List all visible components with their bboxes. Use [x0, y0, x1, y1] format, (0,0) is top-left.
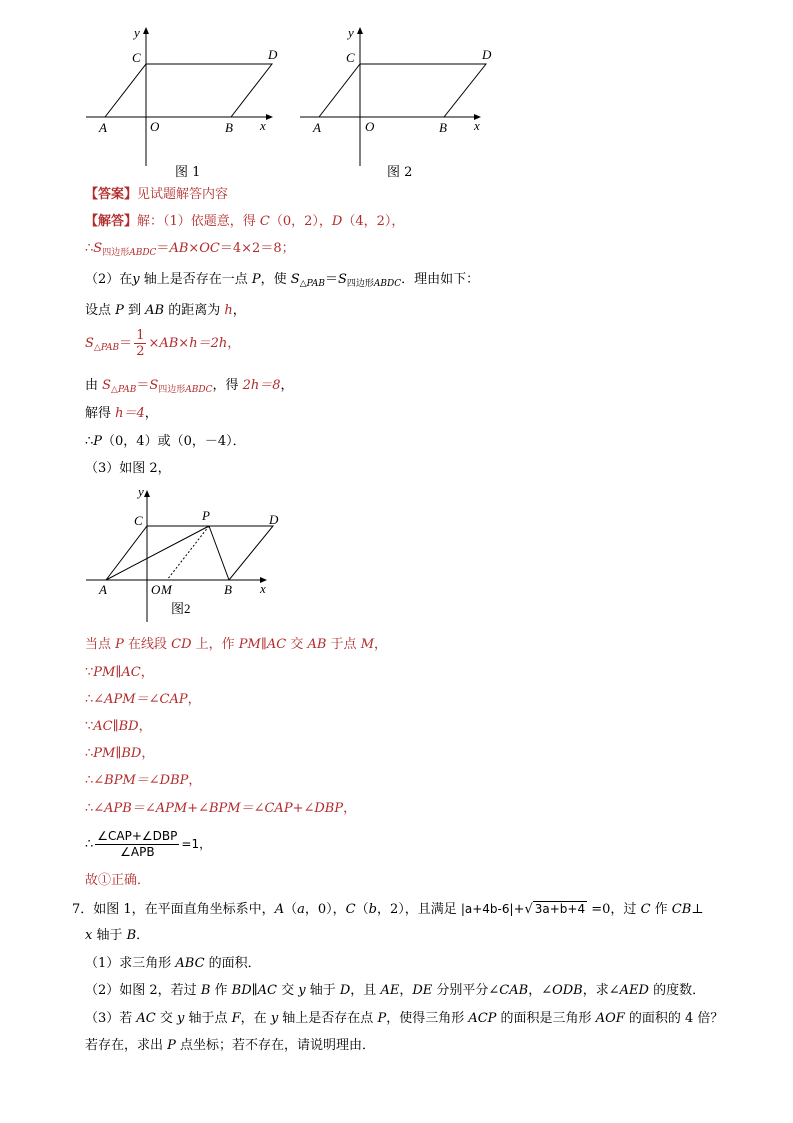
solution-line-8 [85, 433, 246, 451]
text: P [115, 303, 124, 318]
text: （3）若 [85, 1011, 137, 1026]
fig1-label-A: A [99, 120, 107, 135]
text: AB [145, 303, 165, 318]
text: 7．如图 1，在平面直角坐标系中， [72, 902, 275, 917]
text: ＝ [156, 241, 170, 256]
text: ×AB×h＝2h [148, 336, 228, 351]
text: x [85, 928, 93, 943]
text: ⊥ [691, 902, 704, 917]
fig3-label-D: D [269, 512, 279, 527]
solution-line-7 [85, 405, 158, 423]
problem7-line-1 [72, 900, 704, 919]
fig3-label-B: B [224, 582, 232, 597]
text: S [102, 378, 112, 393]
text: S [93, 241, 103, 256]
text: （ [355, 902, 369, 917]
text: ∠APB [120, 845, 155, 859]
fig3-caption: 图2 [171, 601, 191, 616]
fig2-label-y: y [348, 25, 354, 40]
fig3-label-A: A [99, 582, 107, 597]
text: 轴上是否存在点 [278, 1011, 378, 1026]
text: 的距离为 [164, 303, 225, 318]
text: 的面积是三角形 [496, 1011, 596, 1026]
text: |a+4b-6| [460, 902, 514, 916]
text: P [377, 1011, 387, 1026]
figure-2 [294, 22, 494, 172]
figure-1-diagram [80, 22, 280, 172]
text: ． [136, 928, 150, 943]
text: PAB [117, 385, 137, 395]
text: S [337, 272, 347, 287]
text: ∴ [85, 692, 94, 707]
fig1-label-y: y [134, 25, 140, 40]
text: C [345, 902, 356, 917]
text: C [640, 902, 651, 917]
text: AB×OC [169, 241, 220, 256]
text: ，使得三角形 [386, 1011, 469, 1026]
text: 的度数． [648, 983, 706, 998]
solution-line-18 [85, 872, 150, 890]
text: PM∥AC [93, 665, 141, 680]
fraction-angles [95, 829, 179, 860]
text: ， [280, 378, 294, 393]
solution-tag: 【解答】 [85, 214, 138, 229]
text: D [331, 214, 343, 229]
problem7-line-3 [85, 955, 261, 973]
solution-line-17 [85, 826, 211, 863]
text: 2 [136, 344, 145, 359]
text: 四边形 [346, 279, 374, 289]
solution-line-11 [85, 664, 154, 682]
text: （1）求三角形 [85, 956, 176, 971]
text: （0，4）或（0，－4）． [102, 434, 246, 449]
text: F [231, 1011, 241, 1026]
text: 到 [123, 303, 146, 318]
figure-2-diagram [294, 22, 494, 172]
text: 1 [136, 328, 145, 343]
text: ，0）， [304, 902, 346, 917]
text: ＝4×2＝8； [219, 241, 295, 256]
text: AOF [595, 1011, 625, 1026]
text: ＝ [324, 272, 338, 287]
text: ABC [175, 956, 205, 971]
answer-text: 见试题解答内容 [137, 187, 229, 202]
fig2-label-A: A [313, 120, 321, 135]
text: 四边形 [102, 248, 130, 258]
text: ∴ [85, 773, 94, 788]
text: 若存在，求出 [85, 1038, 168, 1053]
text: S [85, 336, 94, 351]
text: ．理由如下： [401, 272, 480, 287]
text: 故①正确． [85, 873, 151, 888]
fig3-label-M: M [161, 582, 172, 597]
text: 交 [286, 637, 308, 652]
solution-line-4 [85, 302, 246, 320]
figure-1-caption: 图 1 [175, 165, 201, 180]
solution-line-6 [85, 377, 294, 399]
text: ∵ [85, 719, 94, 734]
text: △ [93, 343, 101, 353]
text: CB [671, 902, 692, 917]
text: y [132, 272, 140, 287]
text: PAB [306, 279, 325, 289]
solution-line-14 [85, 745, 154, 763]
text: =0，过 [587, 902, 641, 917]
text: ABDC [373, 279, 402, 289]
fig2-label-x: x [474, 118, 480, 133]
text: ，∠ [528, 983, 553, 998]
text: （2）在 [85, 272, 133, 287]
text: AC [136, 1011, 156, 1026]
text: ，使 [260, 272, 291, 287]
text: △ [299, 279, 307, 289]
fraction-half [134, 328, 146, 359]
fig1-label-D: D [268, 47, 278, 62]
text: B [126, 928, 137, 943]
text: PM∥BD [93, 746, 142, 761]
text: 解：（1）依题意，得 [137, 214, 260, 229]
text: CD [171, 637, 192, 652]
fig3-label-y: y [138, 484, 144, 499]
text: b [368, 902, 377, 917]
text: y [270, 1011, 279, 1026]
text: ， [138, 719, 152, 734]
text: ∠BPM＝∠DBP [93, 773, 189, 788]
fig1-label-C: C [132, 50, 141, 65]
text: 的面积． [204, 956, 261, 971]
text: ∴ [85, 434, 94, 449]
text: ODB [552, 983, 583, 998]
text: B [200, 983, 211, 998]
text: ＝ [136, 378, 150, 393]
problem7-line-5 [85, 1010, 723, 1028]
text: CAB [499, 983, 529, 998]
text: C [259, 214, 270, 229]
text: ， [140, 665, 154, 680]
text: 四边形 [158, 385, 186, 395]
text: ABDC [129, 248, 157, 258]
fig3-label-P: P [202, 508, 210, 523]
text: + [513, 902, 525, 917]
text: h [224, 303, 233, 318]
text: ＝ [119, 336, 133, 351]
text: ∠CAP+∠DBP [97, 829, 178, 843]
problem7-line-6 [85, 1037, 375, 1055]
text: ， [188, 773, 202, 788]
text: P [251, 272, 261, 287]
text: 当点 [85, 637, 116, 652]
figure-3-diagram [80, 482, 290, 622]
text: PAB [100, 343, 120, 353]
text: ∴ [85, 801, 94, 816]
text: ，在 [240, 1011, 271, 1026]
text: 2h＝8 [242, 378, 281, 393]
text: ， [232, 303, 246, 318]
text: ，且 [350, 983, 381, 998]
text: 交 [155, 1011, 178, 1026]
fig2-label-D: D [482, 47, 492, 62]
fig3-label-C: C [134, 513, 143, 528]
text: （ [284, 902, 298, 917]
figure-3 [80, 482, 290, 622]
text: 轴于点 [184, 1011, 232, 1026]
text: ∠APM＝∠CAP [93, 692, 188, 707]
text: y [298, 983, 306, 998]
text: h＝4 [115, 406, 145, 421]
text: ，2），且满足 [376, 902, 461, 917]
text: AC∥BD [93, 719, 139, 734]
solution-line-5 [85, 326, 240, 366]
text: （0，2）， [269, 214, 332, 229]
text: ∴ [85, 746, 94, 761]
text: AE [380, 983, 400, 998]
text: A [274, 902, 285, 917]
text: ∴ [85, 837, 94, 852]
text: BD∥AC [231, 983, 277, 998]
problem7-line-4 [85, 982, 705, 1000]
text: a [297, 902, 305, 917]
text: ， [144, 406, 158, 421]
fig3-label-x: x [260, 581, 266, 596]
figure-2-caption: 图 2 [387, 165, 413, 180]
fig1-label-O: O [150, 119, 160, 134]
text: 轴上是否存在一点 [139, 272, 252, 287]
text: ACP [468, 1011, 497, 1026]
solution-line-10 [85, 636, 387, 654]
text: ， [343, 801, 357, 816]
text: y [177, 1011, 185, 1026]
solution-line-12 [85, 691, 201, 709]
fig1-label-x: x [260, 118, 266, 133]
text: P [115, 637, 124, 652]
fig3-label-O: O [151, 582, 161, 597]
fig1-label-B: B [225, 120, 233, 135]
text: S [290, 272, 300, 287]
text: （2）如图 2，若过 [85, 983, 201, 998]
text: ∠APB＝∠APM+∠BPM＝∠CAP+∠DBP [93, 801, 344, 816]
text: ， [187, 692, 201, 707]
text: ABDC [185, 385, 213, 395]
fig2-label-O: O [365, 119, 375, 134]
text: DE [412, 983, 433, 998]
text: ， [227, 336, 241, 351]
text: 作 [650, 902, 672, 917]
text: 轴于 [92, 928, 127, 943]
text: AB [307, 637, 327, 652]
figure-1 [80, 22, 280, 172]
text: D [339, 983, 351, 998]
text: 3a+b+4 [534, 902, 586, 916]
text: 点坐标；若不存在，请说明理由． [175, 1038, 376, 1053]
text: △ [111, 385, 118, 395]
solution-line-9 [85, 460, 171, 478]
text: √ [524, 902, 533, 917]
solution-line-3 [85, 271, 479, 293]
text: =1， [181, 837, 212, 851]
text: 于点 [326, 637, 361, 652]
text: S [149, 378, 159, 393]
text: ，求∠ [582, 983, 620, 998]
text: M [360, 637, 374, 652]
text: PM∥AC [238, 637, 287, 652]
text: 在线段 [123, 637, 172, 652]
text: 设点 [85, 303, 116, 318]
solution-line-2 [85, 240, 295, 262]
solution-line-15 [85, 772, 201, 790]
fig2-label-B: B [439, 120, 447, 135]
text: ∵ [85, 665, 94, 680]
text: AED [619, 983, 649, 998]
answer-line [85, 186, 228, 204]
fig2-label-C: C [346, 50, 355, 65]
solution-line-16 [85, 800, 356, 818]
text: 的面积的 4 倍？ [624, 1011, 724, 1026]
answer-tag: 【答案】 [85, 187, 138, 202]
text: P [167, 1038, 176, 1053]
text: ， [374, 637, 388, 652]
text: 解得 [85, 406, 116, 421]
text: 轴于 [305, 983, 340, 998]
text: ∴ [85, 241, 94, 256]
text: 上，作 [191, 637, 239, 652]
text: 作 [210, 983, 232, 998]
text: （4，2）， [342, 214, 405, 229]
text: ， [141, 746, 155, 761]
text: ，得 [212, 378, 243, 393]
solution-line-13 [85, 718, 152, 736]
text: 分别平分∠ [432, 983, 500, 998]
text: 交 [276, 983, 299, 998]
text: ， [399, 983, 413, 998]
text: 由 [85, 378, 103, 393]
text: （3）如图 2， [85, 461, 171, 476]
text: P [93, 434, 103, 449]
problem7-line-2 [85, 927, 149, 945]
solution-line-1 [85, 213, 404, 231]
